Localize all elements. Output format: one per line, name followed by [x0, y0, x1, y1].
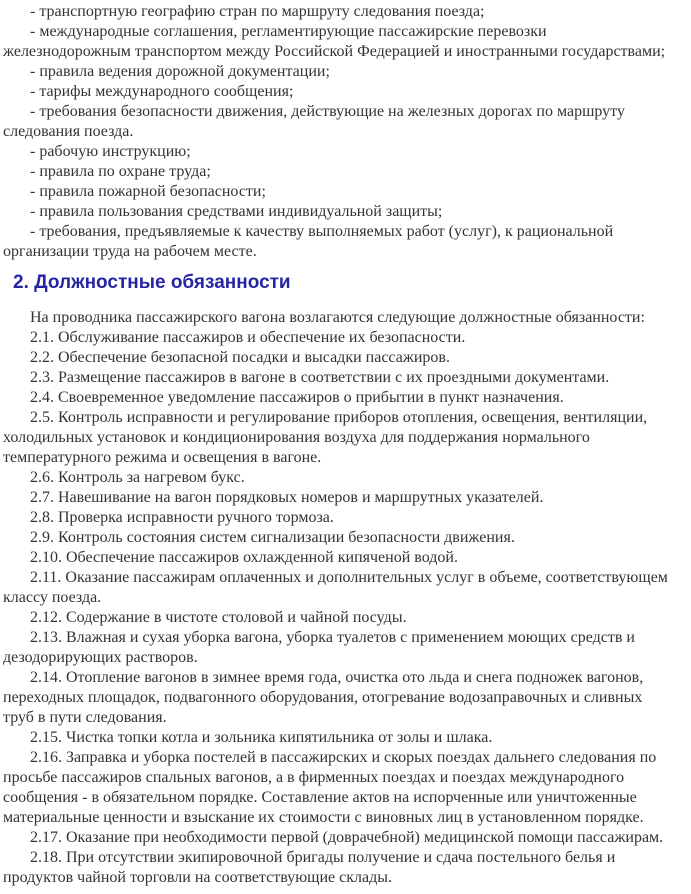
- section-heading-duties: 2. Должностные обязанности: [13, 272, 291, 293]
- duty-item: 2.1. Обслуживание пассажиров и обеспечение их безопасности.: [30, 329, 466, 346]
- knowledge-list-item: - правила пользования средствами индивидуальной защиты;: [30, 203, 443, 220]
- duty-item: 2.6. Контроль за нагревом букс.: [30, 469, 245, 486]
- duty-item: 2.3. Размещение пассажиров в вагоне в соответствии с их проездными документами.: [30, 369, 610, 386]
- knowledge-list-item: - тарифы международного сообщения;: [30, 83, 294, 100]
- knowledge-list-item: - требования безопасности движения, действующие на железных дорогах по маршруту следования поезда.: [3, 103, 625, 140]
- duties-intro: На проводника пассажирского вагона возлагаются следующие должностные обязанности:: [30, 309, 645, 326]
- duty-item: 2.9. Контроль состояния систем сигнализации безопасности движения.: [30, 529, 515, 546]
- knowledge-list-item: - транспортную географию стран по маршруту следования поезда;: [30, 3, 485, 20]
- knowledge-list-item: - рабочую инструкцию;: [30, 143, 191, 160]
- duty-item: 2.7. Навешивание на вагон порядковых номеров и маршрутных указателей.: [30, 489, 544, 506]
- duty-item: 2.2. Обеспечение безопасной посадки и высадки пассажиров.: [30, 349, 450, 366]
- duty-item: 2.10. Обеспечение пассажиров охлажденной кипяченой водой.: [30, 549, 458, 566]
- knowledge-list-item: - правила по охране труда;: [30, 163, 211, 180]
- duty-item: 2.16. Заправка и уборка постелей в пассажирских и скорых поездах дальнего следования по просьбе пассажиров спальных вагонов, а в фирменных поездах и поездах международного сообщения - в обязательном порядке. Составление актов на испорченные или уничтоженные материальные ценности и взыскание их стоимости с виновных лиц в установленном порядке.: [3, 749, 657, 826]
- knowledge-list-item: - правила ведения дорожной документации;: [30, 63, 330, 80]
- duty-item: 2.18. При отсутствии экипировочной бригады получение и сдача постельного белья и продуктов чайной торговли на соответствующие склады.: [3, 849, 616, 886]
- duty-item: 2.4. Своевременное уведомление пассажиров о прибытии в пункт назначения.: [30, 389, 564, 406]
- duty-item: 2.14. Отопление вагонов в зимнее время года, очистка ото льда и снега подножек вагонов, переходных площадок, подвагонного оборудования, отогревание водозаправочных и сливных труб в пути следования.: [3, 669, 644, 726]
- duty-item: 2.11. Оказание пассажирам оплаченных и дополнительных услуг в объеме, соответствующем классу поезда.: [3, 569, 668, 606]
- duty-item: 2.5. Контроль исправности и регулирование приборов отопления, освещения, вентиляции, холодильных установок и кондиционирования воздуха для поддержания нормального температурного режима и освещения в вагоне.: [3, 409, 648, 466]
- knowledge-list-item: - международные соглашения, регламентирующие пассажирские перевозки железнодорожным транспортом между Российской Федерацией и иностранными государствами;: [3, 23, 666, 60]
- duty-item: 2.15. Чистка топки котла и зольника кипятильника от золы и шлака.: [30, 729, 493, 746]
- duty-item: 2.8. Проверка исправности ручного тормоза.: [30, 509, 334, 526]
- knowledge-list-item: - правила пожарной безопасности;: [30, 183, 266, 200]
- duty-item: 2.13. Влажная и сухая уборка вагона, уборка туалетов с применением моющих средств и дезодорирующих растворов.: [3, 629, 635, 666]
- duty-item: 2.17. Оказание при необходимости первой (доврачебной) медицинской помощи пассажирам.: [30, 829, 664, 846]
- knowledge-list-item: - требования, предъявляемые к качеству выполняемых работ (услуг), к рациональной организации труда на рабочем месте.: [3, 223, 614, 260]
- duty-item: 2.12. Содержание в чистоте столовой и чайной посуды.: [30, 609, 407, 626]
